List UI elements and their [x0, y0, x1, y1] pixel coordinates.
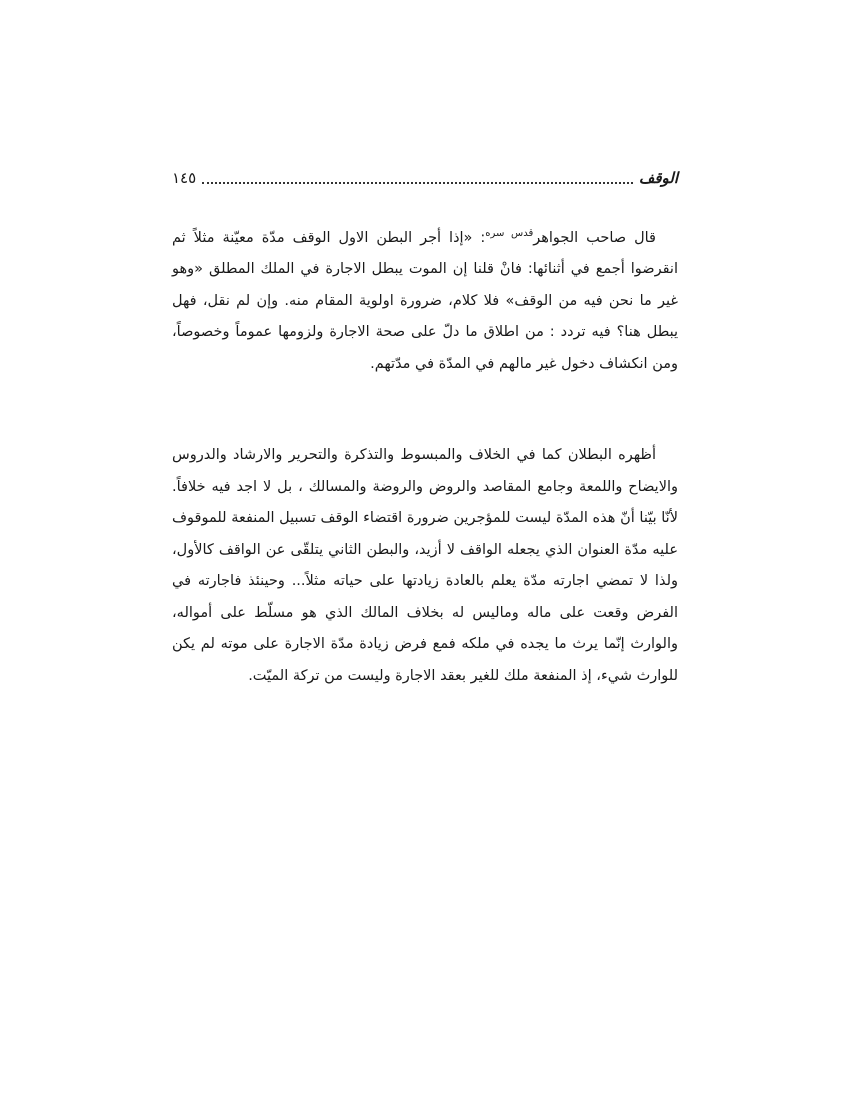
paragraph-1-lead: قال صاحب الجواهر	[533, 229, 656, 246]
header-dot-leader	[202, 181, 633, 184]
page-number: ١٤٥	[172, 169, 197, 187]
paragraph-2-text: أظهره البطلان كما في الخلاف والمبسوط والتذكرة والتحرير والارشاد والدروس والايضاح واللمعة وجامع المقاصد والروض والروضة والمسالك ، بل لا اجد فيه خلافاً. لأنّا بيّنا أنّ هذه المدّة ليست للمؤجرين ضرورة اقتضاء الوقف تسبيل المنفعة للموقوف عليه مدّة العنوان الذي يجعله الواقف لا أزيد، والبطن الثاني يتلقّى عن الواقف كالأول، ولذا لا تمضي اجارته مدّة يعلم بالعادة زيادتها على حياته مثلاً... وحينئذ فاجارته في الفرض وقعت على ماله وماليس له بخلاف المالك الذي هو مسلّط على أمواله، والوارث إنّما يرث ما يجده في ملكه فمع فرض زيادة مدّة الاجارة على موته لم يكن للوارث شيء، إذ المنفعة ملك للغير بعقد الاجارة وليست من تركة الميّت.	[172, 447, 678, 684]
paragraph-2	[172, 440, 678, 692]
running-header	[172, 158, 678, 188]
paragraph-1	[172, 218, 678, 380]
paragraph-1-text: : «إذا أجر البطن الاول الوقف مدّة معيّنة مثلاً ثم انقرضوا أجمع في أثنائها: فانْ قلنا إن الموت يبطل الاجارة في الملك المطلق «وهو غير ما نحن فيه من الوقف» فلا كلام، ضرورة اولوية المقام منه. وإن لم نقل، فهل يبطل هنا؟ فيه تردد : من اطلاق ما دلّ على صحة الاجارة ولزومها عموماً وخصوصاً، ومن انكشاف دخول غير مالهم في المدّة في مدّتهم.	[172, 229, 678, 372]
header-title: الوقف	[638, 169, 678, 187]
honorific-symbol: قدس سره	[485, 228, 534, 239]
